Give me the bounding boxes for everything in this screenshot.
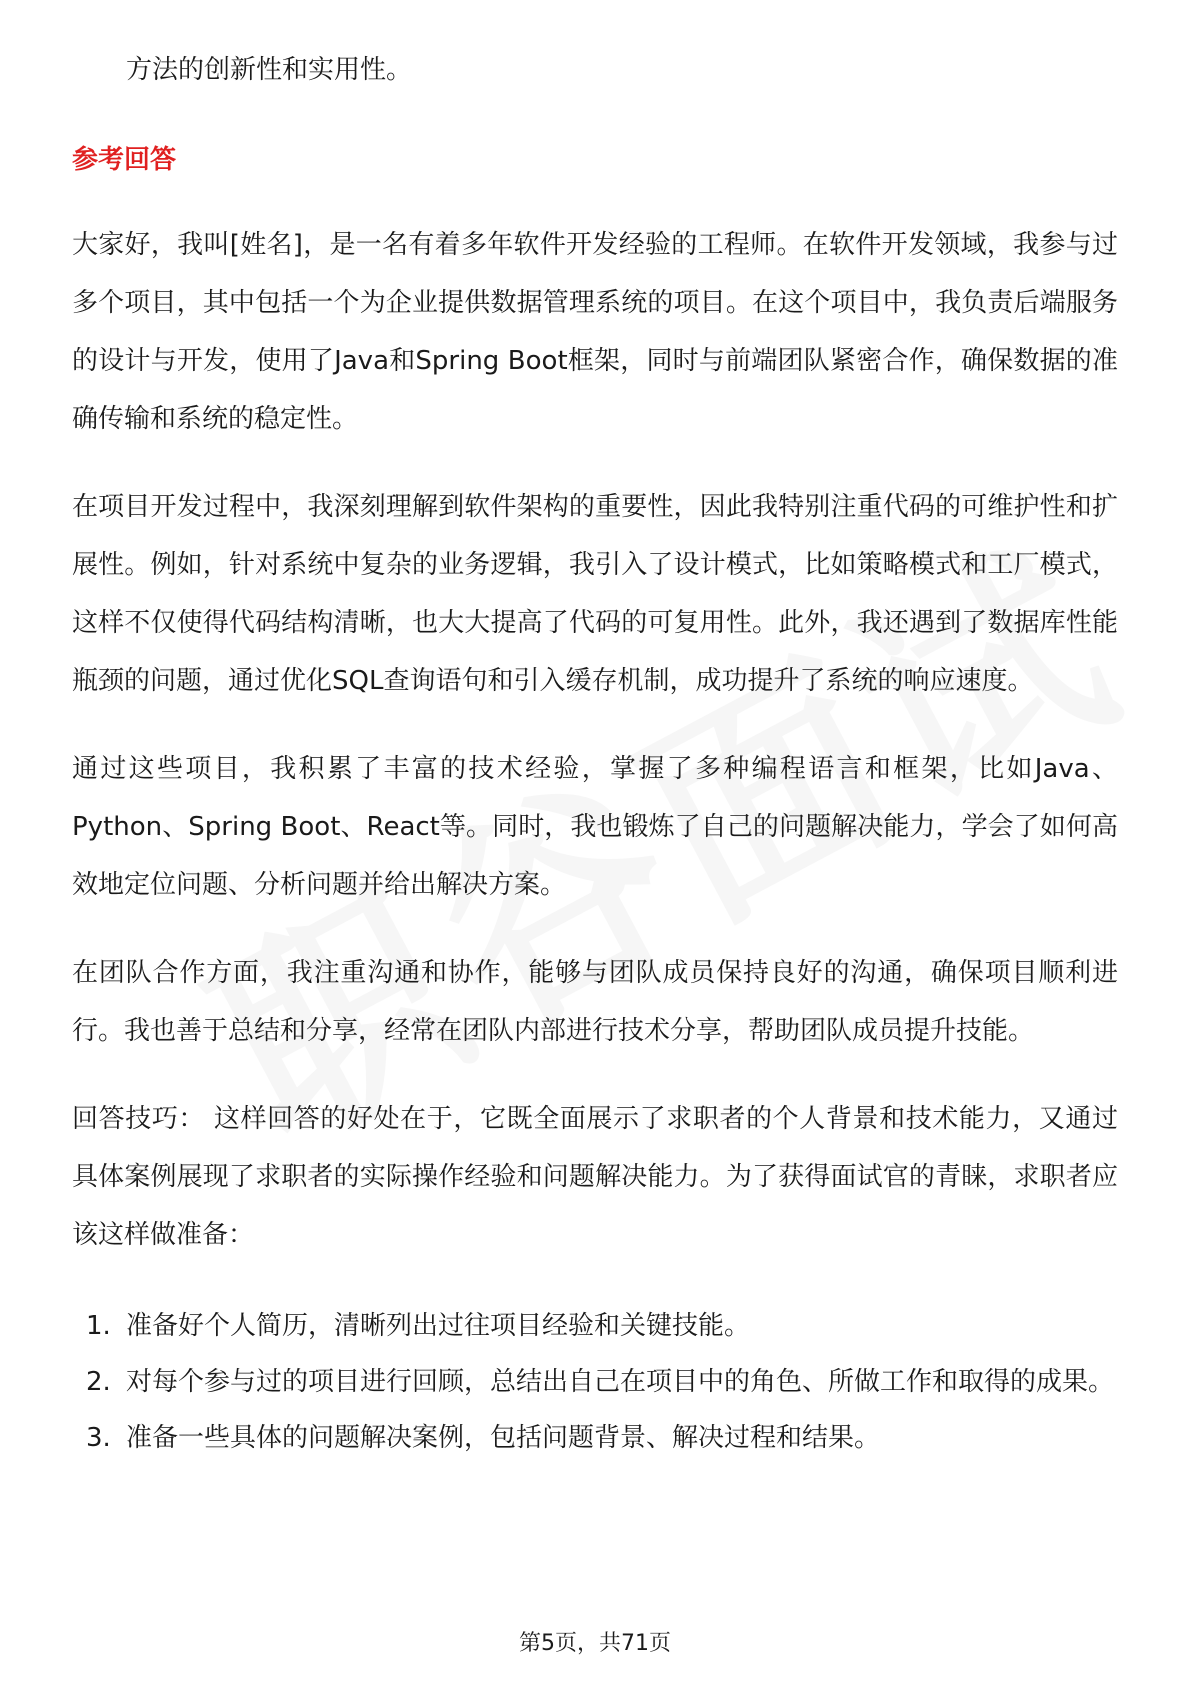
- page-footer: 第5页，共71页: [519, 1631, 671, 1656]
- list-item: [72, 1410, 1118, 1466]
- list-text: 准备一些具体的问题解决案例，包括问题背景、解决过程和结果。: [126, 1423, 881, 1453]
- list-item: [72, 1298, 1118, 1354]
- list-number: 1.: [86, 1311, 111, 1341]
- page-content: [72, 44, 1118, 1466]
- paragraph-intro: 大家好，我叫[姓名]，是一名有着多年软件开发经验的工程师。在软件开发领域，我参与过多个项目，其中包括一个为企业提供数据管理系统的项目。在这个项目中，我负责后端服务的设计与开发，使用了Java和Spring Boot框架，同时与前端团队紧密合作，确保数据的准确传输和系统的稳定性。: [72, 230, 1118, 434]
- list-text: 准备好个人简历，清晰列出过往项目经验和关键技能。: [126, 1311, 751, 1341]
- list-text: 对每个参与过的项目进行回顾，总结出自己在项目中的角色、所做工作和取得的成果。: [126, 1367, 1115, 1397]
- tips-text: 这样回答的好处在于，它既全面展示了求职者的个人背景和技术能力，又通过具体案例展现了求职者的实际操作经验和问题解决能力。为了获得面试官的青睐，求职者应该这样做准备：: [72, 1104, 1118, 1250]
- tips-label: 回答技巧：: [72, 1104, 206, 1134]
- list-number: 3.: [86, 1423, 111, 1453]
- paragraph-teamwork: 在团队合作方面，我注重沟通和协作，能够与团队成员保持良好的沟通，确保项目顺利进行。我也善于总结和分享，经常在团队内部进行技术分享，帮助团队成员提升技能。: [72, 958, 1118, 1046]
- list-item: [72, 1354, 1118, 1410]
- paragraph-experience: 通过这些项目，我积累了丰富的技术经验，掌握了多种编程语言和框架，比如Java、Python、Spring Boot、React等。同时，我也锻炼了自己的问题解决能力，学会了如何高效地定位问题、分析问题并给出解决方案。: [72, 754, 1118, 900]
- continuation-text: 方法的创新性和实用性。: [126, 55, 413, 85]
- preparation-list: [72, 1298, 1118, 1466]
- section-title: 参考回答: [72, 145, 177, 175]
- tips-paragraph: [72, 1090, 1118, 1264]
- paragraph-architecture: 在项目开发过程中，我深刻理解到软件架构的重要性，因此我特别注重代码的可维护性和扩展性。例如，针对系统中复杂的业务逻辑，我引入了设计模式，比如策略模式和工厂模式，这样不仅使得代码结构清晰，也大大提高了代码的可复用性。此外，我还遇到了数据库性能瓶颈的问题，通过优化SQL查询语句和引入缓存机制，成功提升了系统的响应速度。: [72, 492, 1118, 696]
- list-number: 2.: [86, 1367, 111, 1397]
